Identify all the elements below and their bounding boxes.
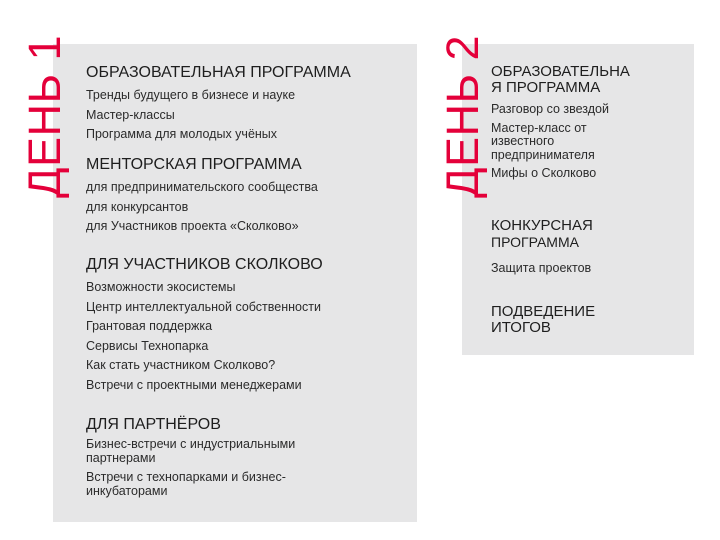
list-item: Возможности экосистемы — [86, 280, 236, 294]
section-heading-line: ПОДВЕДЕНИЕ — [491, 303, 596, 320]
list-item: Грантовая поддержка — [86, 319, 213, 333]
mentor-program-section — [86, 157, 406, 237]
list-item: Разговор со звездой — [491, 102, 609, 116]
list-item: Бизнес-встречи с индустриальными партнерами — [86, 437, 296, 465]
day2-educational-section — [491, 64, 681, 186]
educational-program-section — [86, 65, 406, 145]
list-item: Мастер-класс от известного предпринимателя — [491, 120, 595, 162]
section-heading: ДЛЯ УЧАСТНИКОВ СКОЛКОВО — [86, 256, 323, 273]
list-item: для Участников проекта «Сколково» — [86, 219, 299, 233]
results-section — [491, 304, 681, 336]
list-item: для предпринимательского сообщества — [86, 180, 318, 194]
list-item: Защита проектов — [491, 261, 592, 275]
section-heading-line: Я ПРОГРАММА — [491, 79, 601, 96]
day2-label: ДЕНЬ 2 — [437, 34, 488, 198]
section-heading-line: КОНКУРСНАЯ — [491, 217, 593, 234]
list-item: Тренды будущего в бизнесе и науке — [86, 88, 296, 102]
list-item: Программа для молодых учёных — [86, 127, 278, 141]
skolkovo-participants-section — [86, 257, 406, 395]
section-heading-line: ПРОГРАММА — [491, 234, 579, 250]
list-item: для конкурсантов — [86, 199, 189, 214]
day1-label: ДЕНЬ 1 — [19, 34, 70, 198]
list-item: Мифы о Сколково — [491, 166, 597, 180]
list-item: Сервисы Технопарка — [86, 338, 209, 353]
section-heading: ДЛЯ ПАРТНЁРОВ — [86, 416, 221, 433]
list-item: Центр интеллектуальной собственности — [86, 299, 321, 314]
partners-section — [86, 417, 406, 498]
list-item: Мастер-классы — [86, 107, 175, 122]
competition-section — [491, 218, 681, 281]
section-heading-line: ИТОГОВ — [491, 319, 551, 336]
list-item: Встречи с проектными менеджерами — [86, 377, 302, 392]
list-item: Как стать участником Сколково? — [86, 358, 276, 372]
section-heading: МЕНТОРСКАЯ ПРОГРАММА — [86, 156, 302, 173]
list-item: Встречи с технопарками и бизнес-инкубаторами — [86, 470, 286, 498]
section-heading-line: ОБРАЗОВАТЕЛЬНА — [491, 63, 630, 80]
section-heading: ОБРАЗОВАТЕЛЬНАЯ ПРОГРАММА — [86, 64, 351, 81]
